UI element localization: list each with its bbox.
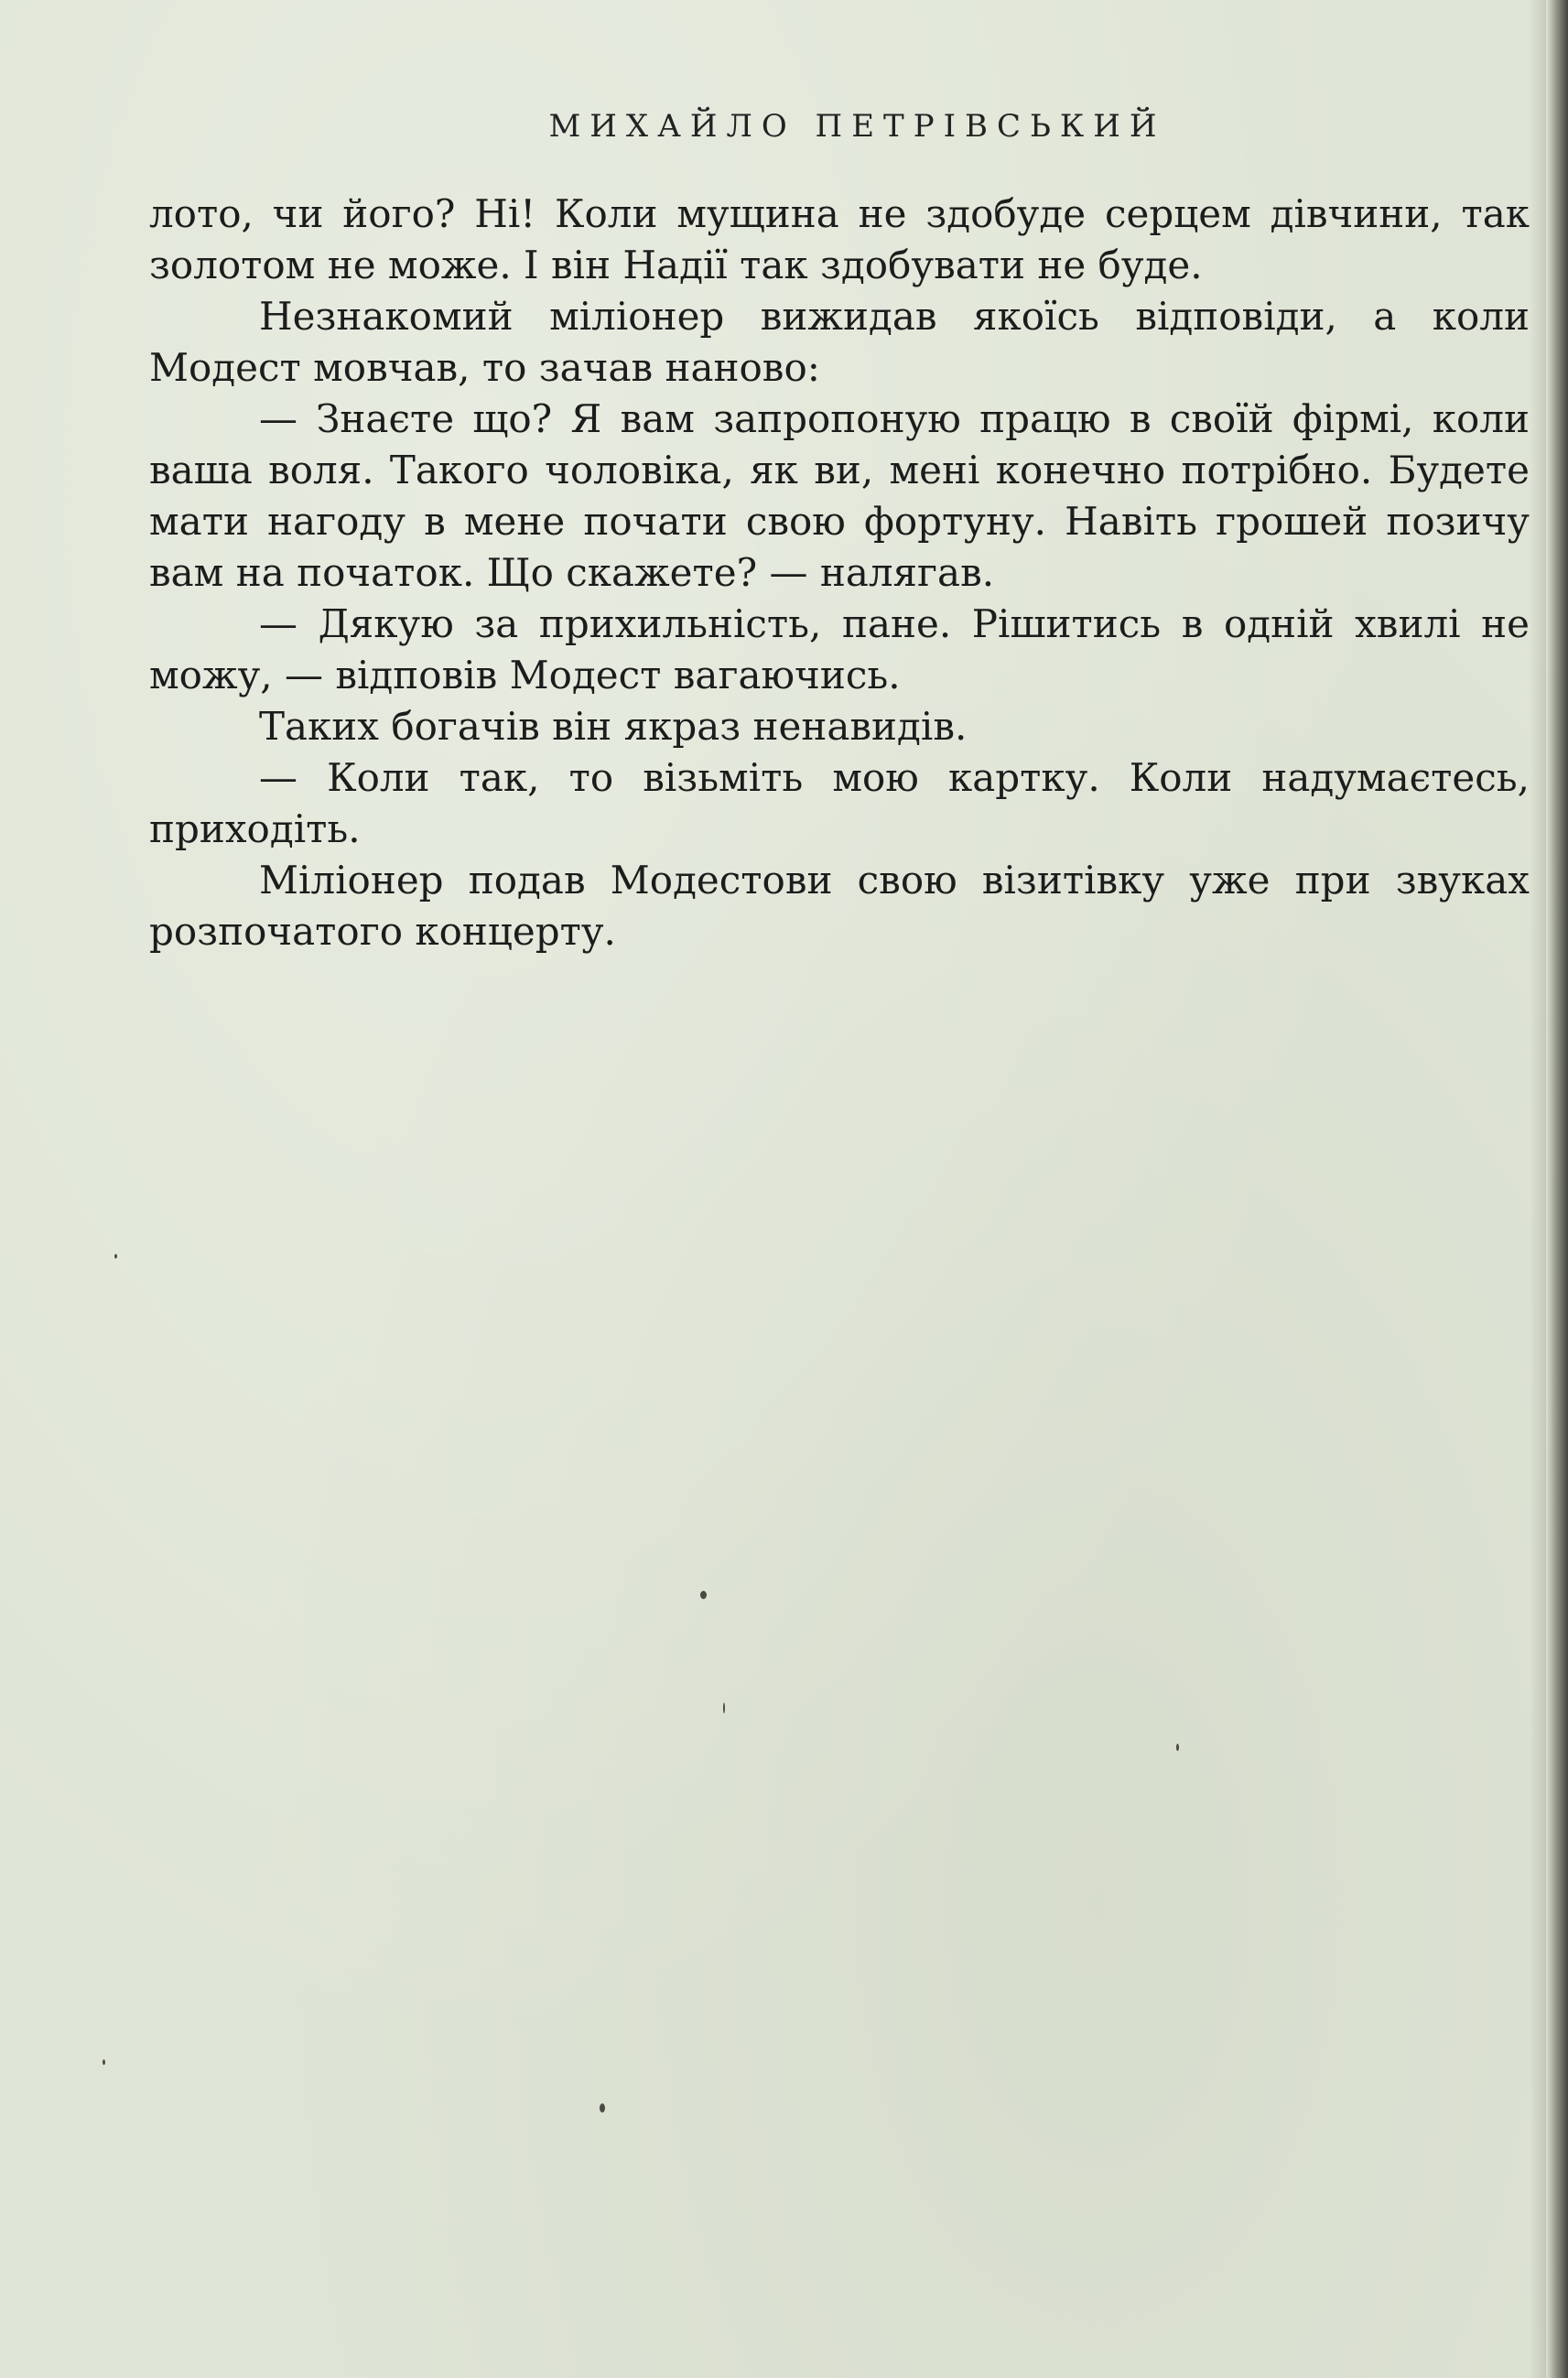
paper-speck: [114, 1254, 117, 1259]
paper-speck: [103, 2059, 105, 2065]
paper-speck: [700, 1591, 707, 1599]
paper-speck: [600, 2103, 605, 2113]
paragraph-5: Таких богачів він якраз ненавидів.: [259, 704, 968, 749]
paper-speck: [723, 1702, 725, 1713]
paragraph-6: — Коли так, то візьміть мою картку. Коли надумаєтесь, приходіть.: [149, 755, 1530, 851]
paragraph-3: — Знаєте що? Я вам запропоную працю в своїй фірмі, коли ваша воля. Такого чоловіка, як ви, мені конечно потрібно. Будете мати нагоду в мене почати свою фортуну. Навіть грошей позичу вам на початок. Що скажете? — налягав.: [149, 396, 1530, 595]
paragraph-2: Незнакомий міліонер вижидав якоїсь відповіди, а коли Модест мовчав, то зачав наново:: [149, 294, 1530, 390]
paragraph-7: Міліонер подав Модестови свою візитівку уже при звуках розпочатого концерту.: [149, 858, 1530, 954]
paper-speck: [1176, 1744, 1179, 1751]
page-gutter-shadow: [1530, 0, 1546, 2378]
body-text: [149, 189, 1530, 957]
running-header-author: МИХАЙЛО ПЕТРІВСЬКИЙ: [548, 108, 1166, 145]
paragraph-1: лото, чи його? Ні! Коли мущина не здобуде серцем дівчини, так золотом не може. І він Надії так здобувати не буде.: [149, 191, 1530, 287]
running-header: [0, 108, 1568, 145]
page-edge-shadow: [1546, 0, 1568, 2378]
paragraph-4: — Дякую за прихильність, пане. Рішитись в одній хвилі не можу, — відповів Модест вагаючись.: [149, 601, 1530, 697]
